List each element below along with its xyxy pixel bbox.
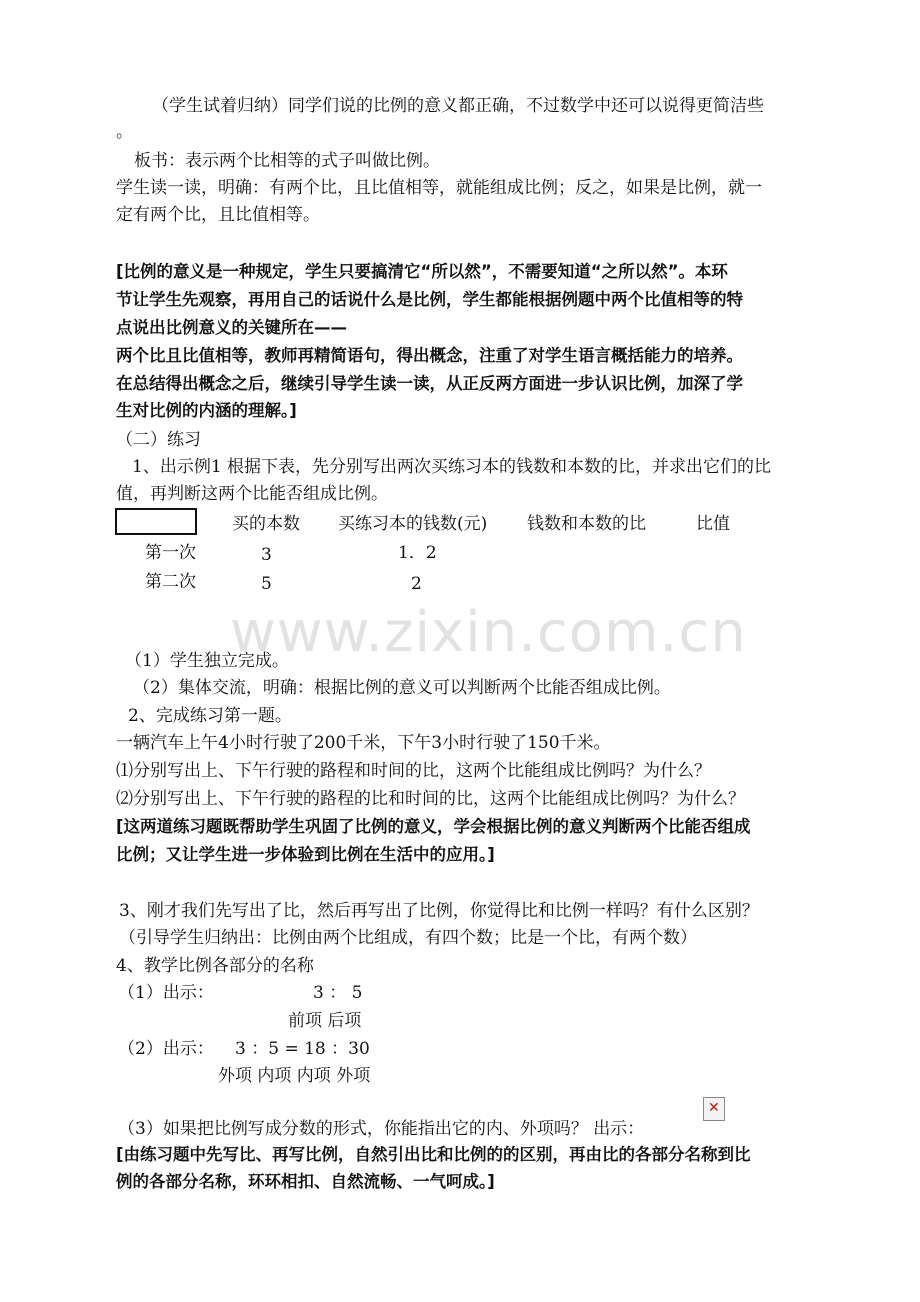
table-header: 比值 [696, 514, 730, 534]
commentary-line: 在总结得出概念之后，继续引导学生读一读，从正反两方面进一步认识比例，加深了学 [116, 374, 743, 393]
commentary-line: 生对比例的内涵的理解。] [116, 401, 297, 420]
watermark: www.zixin.com.cn [230, 600, 747, 665]
table-header: 钱数和本数的比 [527, 514, 646, 534]
commentary-line: 例的各部分名称，环环相扣、自然流畅、一气呵成。] [116, 1172, 495, 1191]
section-heading: （二）练习 [116, 430, 201, 450]
show-label: （3）如果把比例写成分数的形式，你能指出它的内、外项吗？ 出示： [118, 1119, 645, 1139]
commentary-line: [比例的意义是一种规定，学生只要搞清它“所以然”，不需要知道“之所以然”。本环 [116, 262, 728, 281]
exercise-line: 3、刚才我们先写出了比，然后再写出了比例，你觉得比和比例一样吗？有什么区别？ [119, 901, 759, 921]
paragraph-line: 学生读一读，明确：有两个比，且比值相等，就能组成比例；反之，如果是比例，就一 [116, 178, 762, 198]
step-line: 2、完成练习第一题。 [128, 706, 292, 726]
table-cell: 3 [261, 545, 272, 565]
ratio-expression: 3 ： 5 [313, 983, 363, 1003]
paragraph-line: 定有两个比，且比值相等。 [116, 205, 320, 225]
table-header: 买的本数 [232, 514, 300, 534]
commentary-line: [这两道练习题既帮助学生巩固了比例的意义，学会根据比例的意义判断两个比能否组成 [116, 817, 751, 836]
proportion-expression: 3 ：5 = 18 ：30 [235, 1039, 370, 1059]
table-cell: 1．2 [398, 543, 437, 563]
commentary-line: 点说出比例意义的关键所在—— [116, 318, 347, 337]
exercise-line: 1、出示例1 根据下表，先分别写出两次买练习本的钱数和本数的比，并求出它们的比 [132, 457, 772, 477]
ratio-terms: 前项 后项 [288, 1011, 362, 1031]
commentary-line: 比例；又让学生进一步体验到比例在生活中的应用。] [116, 845, 495, 864]
paragraph-line: 。 [116, 122, 133, 142]
exercise-line: （引导学生归纳出：比例由两个比组成，有四个数；比是一个比，有两个数） [119, 928, 697, 948]
table-cell: 5 [261, 574, 272, 594]
show-label: （1）出示： [118, 983, 214, 1003]
broken-image-icon: ✕ [703, 1097, 725, 1121]
commentary-line: 节让学生先观察，再用自己的话说什么是比例，学生都能根据例题中两个比值相等的特 [116, 290, 743, 309]
table-header: 买练习本的钱数(元) [338, 514, 488, 534]
exercise-line: 4、教学比例各部分的名称 [116, 956, 314, 976]
paragraph-line: （学生试着归纳）同学们说的比例的意义都正确，不过数学中还可以说得更简洁些 [152, 96, 764, 116]
commentary-line: [由练习题中先写比、再写比例，自然引出比和比例的的区别，再由比的各部分名称到比 [116, 1145, 751, 1164]
exercise-line: 值，再判断这两个比能否组成比例。 [116, 484, 388, 504]
commentary-line: 两个比且比值相等，教师再精简语句，得出概念，注重了对学生语言概括能力的培养。 [116, 346, 743, 365]
table-cell: 2 [411, 574, 422, 594]
step-line: ⑵分别写出上、下午行驶的路程的比和时间的比，这两个比能组成比例吗？为什么？ [116, 789, 745, 809]
step-line: （2）集体交流，明确：根据比例的意义可以判断两个比能否组成比例。 [133, 678, 671, 698]
step-line: 一辆汽车上午4小时行驶了200千米，下午3小时行驶了150千米。 [116, 733, 611, 753]
proportion-terms: 外项 内项 内项 外项 [218, 1066, 371, 1086]
step-line: ⑴分别写出上、下午行驶的路程和时间的比，这两个比能组成比例吗？为什么？ [116, 761, 711, 781]
table-row-label: 第一次 [145, 543, 196, 563]
table-corner-box [115, 508, 197, 535]
step-line: （1）学生独立完成。 [125, 651, 289, 671]
show-label: （2）出示： [118, 1039, 214, 1059]
paragraph-line: 板书：表示两个比相等的式子叫做比例。 [134, 151, 440, 171]
table-row-label: 第二次 [145, 572, 196, 592]
